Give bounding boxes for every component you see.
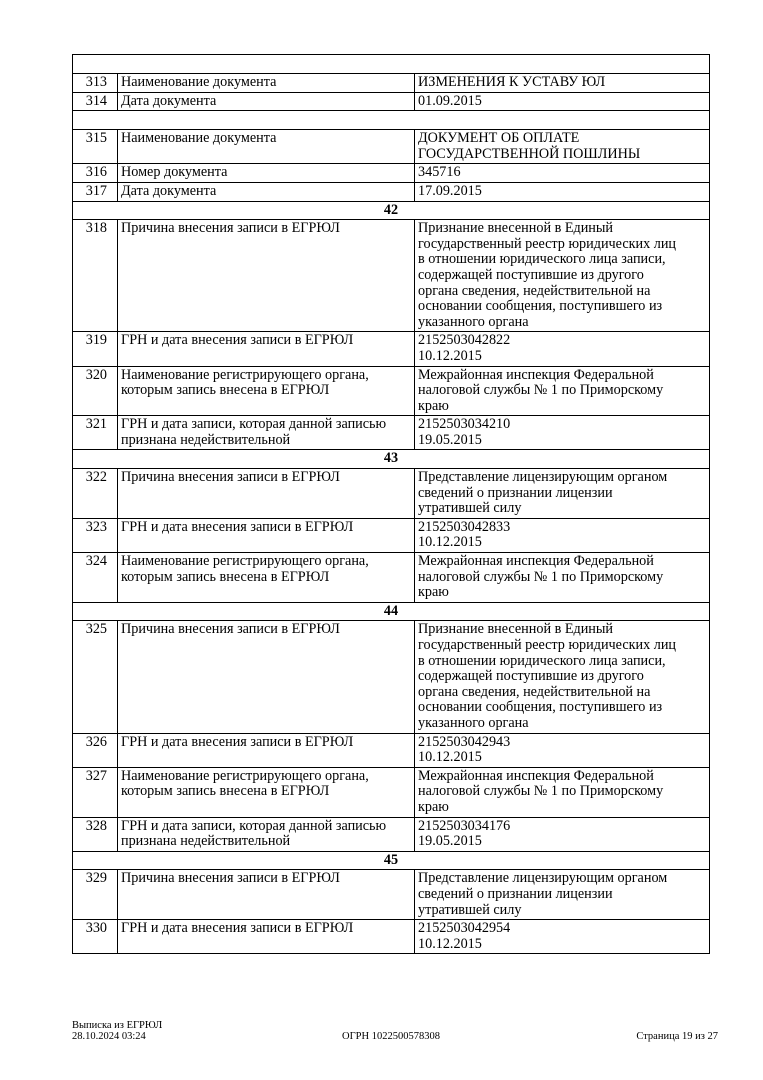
section-number: 44 [73, 602, 710, 621]
field-value-line: 10.12.2015 [418, 347, 482, 364]
field-value-line: ИЗМЕНЕНИЯ К УСТАВУ ЮЛ [418, 74, 606, 90]
field-value [415, 366, 710, 416]
field-label: ГРН и дата записи, которая данной записью признана недействительной [118, 416, 415, 450]
row-number: 330 [73, 920, 118, 954]
field-value-line: государственный реестр юридических лиц [418, 637, 677, 653]
field-value-line: налоговой службы № 1 по Приморскому [418, 568, 664, 585]
field-value-line: содержащей поступившие из другого [418, 668, 644, 685]
blank-cell [73, 111, 710, 130]
footer-left [72, 1020, 162, 1042]
table-body [73, 55, 710, 954]
row-number: 315 [73, 130, 118, 164]
row-number: 322 [73, 469, 118, 519]
field-value [415, 621, 710, 733]
egrul-extract-table [72, 54, 710, 954]
row-number: 323 [73, 518, 118, 552]
field-label: Дата документа [118, 92, 415, 111]
footer-datetime: 28.10.2024 03:24 [72, 1031, 146, 1042]
field-value-line: основании сообщения, поступившего из [418, 699, 663, 716]
field-value-line: основании сообщения, поступившего из [418, 298, 663, 315]
field-value [415, 767, 710, 817]
table-row [73, 518, 710, 552]
field-value-line: краю [418, 798, 449, 815]
footer-page-number: Страница 19 из 27 [636, 1031, 718, 1042]
table-row [73, 332, 710, 366]
section-header-row [73, 851, 710, 870]
field-value [415, 733, 710, 767]
section-header-row [73, 201, 710, 220]
section-number: 45 [73, 851, 710, 870]
field-label: Наименование регистрирующего органа, которым запись внесена в ЕГРЮЛ [118, 553, 415, 603]
row-number: 321 [73, 416, 118, 450]
table-row [73, 767, 710, 817]
row-number: 320 [73, 366, 118, 416]
field-value-line: 2152503042833 [418, 518, 511, 535]
field-value [415, 518, 710, 552]
row-number: 326 [73, 733, 118, 767]
table-row [73, 130, 710, 164]
table-row [73, 920, 710, 954]
field-value [415, 469, 710, 519]
field-value-line: утратившей силу [418, 901, 522, 918]
row-number: 313 [73, 74, 118, 93]
row-number: 314 [73, 92, 118, 111]
field-value-line: содержащей поступившие из другого [418, 266, 644, 283]
table-row [73, 92, 710, 111]
field-value-line: указанного органа [418, 313, 529, 330]
row-number: 318 [73, 220, 118, 332]
row-number: 317 [73, 182, 118, 201]
field-label: Дата документа [118, 182, 415, 201]
blank-row [73, 111, 710, 130]
section-header-row [73, 450, 710, 469]
field-value-line: органа сведения, недействительной на [418, 683, 651, 700]
field-value [415, 416, 710, 450]
table-row [73, 416, 710, 450]
field-value-line: налоговой службы № 1 по Приморскому [418, 382, 664, 399]
table-row [73, 366, 710, 416]
field-value-line: 10.12.2015 [418, 935, 482, 952]
field-label: ГРН и дата внесения записи в ЕГРЮЛ [118, 920, 415, 954]
field-value-line: 19.05.2015 [418, 833, 482, 850]
field-value-line: 345716 [418, 164, 461, 181]
field-value-line: сведений о признании лицензии [418, 885, 613, 902]
field-label: ГРН и дата внесения записи в ЕГРЮЛ [118, 733, 415, 767]
field-value-line: указанного органа [418, 714, 529, 731]
row-number: 328 [73, 817, 118, 851]
field-value-line: Межрайонная инспекция Федеральной [418, 767, 654, 784]
row-number: 327 [73, 767, 118, 817]
row-number: 316 [73, 164, 118, 183]
field-value [415, 164, 710, 183]
field-label: Причина внесения записи в ЕГРЮЛ [118, 469, 415, 519]
field-value-line: 01.09.2015 [418, 92, 482, 109]
row-number: 325 [73, 621, 118, 733]
field-label: Номер документа [118, 164, 415, 183]
field-label: Наименование регистрирующего органа, которым запись внесена в ЕГРЮЛ [118, 366, 415, 416]
table-row [73, 469, 710, 519]
table-row [73, 733, 710, 767]
table-row [73, 621, 710, 733]
field-value [415, 817, 710, 851]
field-value [415, 74, 710, 93]
field-value-line: 19.05.2015 [418, 431, 482, 448]
field-value-line: 2152503034176 [418, 817, 511, 834]
field-value [415, 553, 710, 603]
row-number: 324 [73, 553, 118, 603]
field-label: Наименование регистрирующего органа, которым запись внесена в ЕГРЮЛ [118, 767, 415, 817]
table-row [73, 220, 710, 332]
field-value-line: Признание внесенной в Единый [418, 621, 614, 638]
field-value-line: 10.12.2015 [418, 534, 482, 551]
field-value-line: Признание внесенной в Единый [418, 220, 614, 237]
field-label: Причина внесения записи в ЕГРЮЛ [118, 870, 415, 920]
field-value-line: 17.09.2015 [418, 182, 482, 199]
field-value [415, 920, 710, 954]
field-value-line: краю [418, 397, 449, 414]
field-value-line: 2152503042943 [418, 733, 511, 750]
field-value-line: ДОКУМЕНТ ОБ ОПЛАТЕ [418, 130, 580, 147]
field-label: ГРН и дата внесения записи в ЕГРЮЛ [118, 332, 415, 366]
field-value-line: Представление лицензирующим органом [418, 469, 668, 486]
field-value [415, 332, 710, 366]
section-header-row [73, 602, 710, 621]
field-value-line: государственный реестр юридических лиц [418, 235, 677, 252]
section-number: 42 [73, 201, 710, 220]
field-label: Наименование документа [118, 74, 415, 93]
table-row [73, 553, 710, 603]
field-value-line: налоговой службы № 1 по Приморскому [418, 783, 664, 800]
field-label: Причина внесения записи в ЕГРЮЛ [118, 220, 415, 332]
section-number: 43 [73, 450, 710, 469]
table-row [73, 164, 710, 183]
footer-doc-title: Выписка из ЕГРЮЛ [72, 1020, 163, 1031]
blank-cell [73, 55, 710, 74]
field-value [415, 220, 710, 332]
field-value-line: краю [418, 584, 449, 601]
field-value-line: органа сведения, недействительной на [418, 282, 651, 299]
field-value [415, 870, 710, 920]
field-value-line: в отношении юридического лица записи, [418, 652, 666, 669]
row-number: 319 [73, 332, 118, 366]
field-value-line: в отношении юридического лица записи, [418, 251, 666, 268]
field-value [415, 92, 710, 111]
field-value-line: Представление лицензирующим органом [418, 870, 668, 887]
footer-ogrn: ОГРН 1022500578308 [342, 1031, 440, 1042]
field-value-line: сведений о признании лицензии [418, 484, 613, 501]
field-label: ГРН и дата записи, которая данной записью признана недействительной [118, 817, 415, 851]
field-value [415, 182, 710, 201]
field-value-line: ГОСУДАРСТВЕННОЙ ПОШЛИНЫ [418, 145, 641, 162]
field-label: Наименование документа [118, 130, 415, 164]
field-value-line: Межрайонная инспекция Федеральной [418, 366, 654, 383]
field-value-line: утратившей силу [418, 500, 522, 517]
field-value-line: 2152503034210 [418, 416, 511, 433]
table-row [73, 182, 710, 201]
blank-row [73, 55, 710, 74]
field-label: ГРН и дата внесения записи в ЕГРЮЛ [118, 518, 415, 552]
table-row [73, 817, 710, 851]
row-number: 329 [73, 870, 118, 920]
field-value-line: Межрайонная инспекция Федеральной [418, 553, 654, 570]
field-value-line: 2152503042954 [418, 920, 511, 937]
table-row [73, 74, 710, 93]
field-label: Причина внесения записи в ЕГРЮЛ [118, 621, 415, 733]
table-row [73, 870, 710, 920]
field-value-line: 2152503042822 [418, 332, 511, 349]
field-value-line: 10.12.2015 [418, 749, 482, 766]
field-value [415, 130, 710, 164]
